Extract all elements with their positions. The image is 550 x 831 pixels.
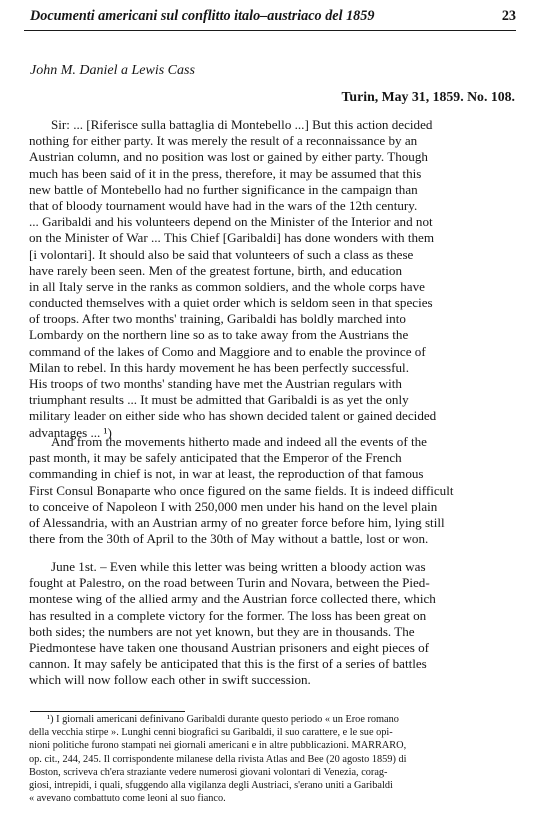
footnote-rule [30, 711, 185, 712]
text-line: nothing for either party. It was merely the result of a reconnaissance by an [29, 133, 418, 149]
page-number: 23 [501, 8, 516, 24]
text-line: command of the lakes of Como and Maggiore and to enable the province of [29, 343, 426, 359]
text-line: much has been said of it in the press, therefore, it may be assumed that this [29, 165, 422, 181]
header-rule [24, 30, 516, 31]
footnote-line: Boston, scriveva ch'era straziante vedere numerosi giovani volontari di Venezia, corag- [29, 766, 388, 778]
footnote-line: della vecchia stirpe ». Lunghi cenni biografici su Garibaldi, il suo carattere, e le sue opi- [29, 727, 393, 739]
text-line: Sir: ... [Riferisce sulla battaglia di Montebello ...] But this action decided [51, 117, 433, 132]
text-line: montese wing of the allied army and the Austrian force collected there, which [29, 591, 436, 607]
footnote [29, 713, 515, 805]
text-line: on the Minister of War ... This Chief [Garibaldi] has done wonders with them [29, 230, 435, 246]
text-line: fought at Palestro, on the road between Turin and Novara, between the Pied- [29, 575, 430, 591]
text-line: commanding in chief is not, in war at least, the reproduction of that famous [29, 466, 424, 482]
text-line: June 1st. – Even while this letter was being written a bloody action was [51, 559, 426, 574]
paragraph-2 [29, 434, 512, 547]
text-line: there from the 30th of April to the 30th of May without a battle, lost or won. [29, 531, 429, 547]
running-header [30, 8, 516, 26]
text-line: have rarely been seen. Men of the greatest fortune, birth, and education [29, 262, 403, 278]
text-line: of troops. After two months' training, Garibaldi has boldly marched into [29, 311, 406, 327]
footnote-line: giosi, intrepidi, i quali, sfuggendo alla vigilanza degli Austriaci, s'erano uniti a Garibaldi [29, 779, 393, 791]
text-line: advantages ... ¹) [29, 424, 112, 440]
text-line: new battle of Montebello had no further significance in the campaign than [29, 181, 418, 197]
text-line: both sides; the numbers are not yet known, but they are in thousands. The [29, 623, 415, 639]
text-line: His troops of two months' standing have met the Austrian regulars with [29, 376, 402, 391]
text-line: cannon. It may safely be anticipated that this is the first of a series of battles [29, 656, 427, 672]
text-line: military leader on either side who has shown decided talent or gained decided [29, 408, 437, 424]
text-line: in all Italy serve in the ranks as common soldiers, and the whole corps have [29, 278, 425, 294]
letter-author-line: John M. Daniel a Lewis Cass [30, 63, 195, 78]
text-line: that of bloody tournament would have had in the wars of the 12th century. [29, 197, 418, 213]
text-line: [i volontari]. It should also be said that volunteers of such a class as these [29, 246, 414, 262]
text-line: conducted themselves with a quiet order which is seldom seen in that species [29, 295, 433, 311]
text-line: past month, it may be safely anticipated that the Emperor of the French [29, 450, 402, 466]
text-line: triumphant results ... It must be admitted that Garibaldi is as yet the only [29, 392, 409, 408]
text-line: ... Garibaldi and his volunteers depend on the Minister of the Interior and not [29, 214, 433, 230]
text-line: has resulted in a complete victory for the former. The loss has been great on [29, 607, 427, 623]
text-line: Piedmontese have taken one thousand Austrian prisoners and eight pieces of [29, 639, 429, 655]
letter-dateline: Turin, May 31, 1859. No. 108. [341, 89, 515, 104]
paragraph-1 [29, 117, 512, 441]
text-line: Austrian column, and no position was lost or gained by either party. Though [29, 149, 428, 165]
running-title: Documenti americani sul conflitto italo–austriaco del 1859 [30, 8, 375, 24]
footnote-line: « avevano combattuto come leoni al suo fianco. [29, 793, 226, 805]
text-line: which will now follow each other in swift succession. [29, 672, 311, 688]
text-line: to conceive of Napoleon I with 250,000 men under his hand on the level plain [29, 498, 438, 514]
paragraph-3 [29, 559, 512, 689]
footnote-line: ¹) I giornali americani definivano Garibaldi durante questo periodo « un Eroe romano [47, 714, 399, 725]
footnote-line: nioni politiche furono stampati nei giornali americani e in altre pubblicazioni. MARRARO, [29, 740, 407, 752]
text-line: of Alessandria, with an Austrian army of no greater force before him, lying still [29, 514, 445, 530]
text-line: Lombardy on the northern line so as to take away from the Austrians the [29, 327, 409, 343]
text-line: First Consul Bonaparte who once figured on the same fields. It is indeed difficult [29, 482, 454, 498]
text-line: Milan to rebel. In this hardy movement he has been perfectly successful. [29, 359, 409, 375]
text-line: And from the movements hitherto made and indeed all the events of the [51, 434, 427, 449]
footnote-line: op. cit., 244, 245. Il corrispondente milanese della rivista Atlas and Bee (20 agosto 1859) di [29, 753, 407, 765]
